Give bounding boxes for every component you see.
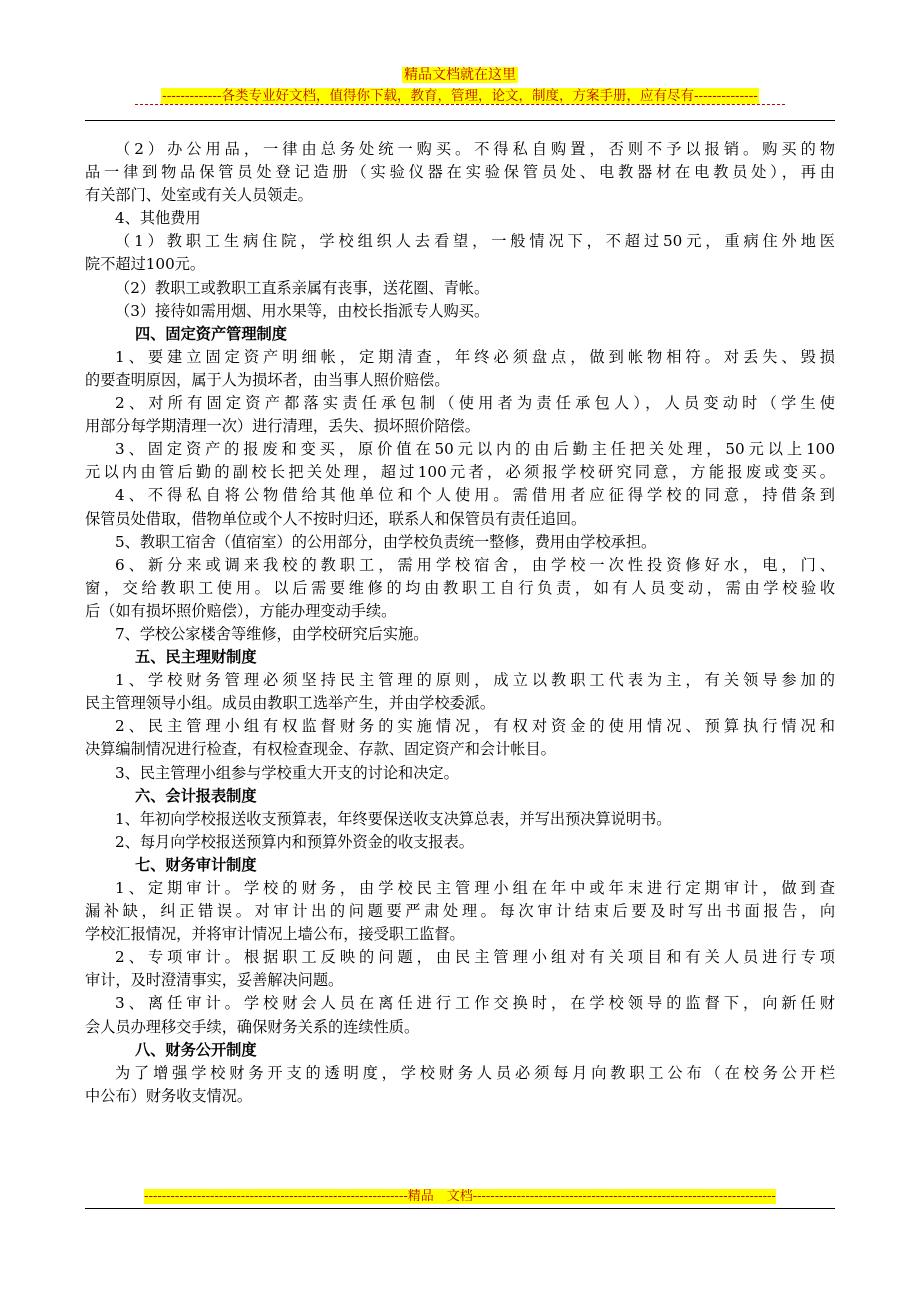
text-line: 院不超过100元。 [85,255,206,274]
text-line: 5、教职工宿舍（值宿室）的公用部分，由学校负责统一整修，费用由学校承担。 [115,532,657,551]
text-line: 2、对所有固定资产都落实责任承包制（使用者为责任承包人），人员变动时（学生使 [115,394,835,413]
text-line: 后（如有损坏照价赔偿），方能办理变动手续。 [85,601,397,620]
text-line: （1）教职工生病住院，学校组织人去看望，一般情况下，不超过50元，重病住外地医 [115,232,835,251]
text-line: 会人员办理移交手续，确保财务关系的连续性质。 [85,1017,420,1036]
text-line: 4、其他费用 [115,209,201,228]
header-title [0,64,920,84]
text-line: 有关部门、处室或有关人员领走。 [85,186,313,205]
section-heading: 八、财务公开制度 [135,1040,257,1059]
text-line: 1、年初向学校报送收支预算表，年终要保送收支决算总表，并写出预决算说明书。 [115,809,672,828]
text-line: 元以内由管后勤的副校长把关处理，超过100元者，必须报学校研究同意，方能报废或变买。 [85,463,835,482]
text-line: 1、定期审计。学校的财务，由学校民主管理小组在年中或年末进行定期审计，做到查 [115,879,835,897]
header-tagline-text: -------------各类专业好文档，值得你下载，教育，管理，论文，制度，方案手册，应有尽有-------------- [162,88,758,104]
document-body [85,138,835,1108]
text-line: （2）办公用品，一律由总务处统一购买。不得私自购置，否则不予以报销。购买的物 [115,140,835,158]
header-tagline [0,84,920,104]
section-heading: 七、财务审计制度 [135,855,257,874]
text-line: 2、每月向学校报送预算内和预算外资金的收支报表。 [115,832,474,851]
text-line: 审计，及时澄清事实，妥善解决问题。 [85,971,344,990]
text-line: 民主管理领导小组。成员由教职工选举产生，并由学校委派。 [85,694,496,713]
text-line: 的要查明原因，属于人为损坏者，由当事人照价赔偿。 [85,370,450,389]
text-line: 为了增强学校财务开支的透明度，学校财务人员必须每月向教职工公布（在校务公开栏 [115,1063,835,1082]
text-line: （2）教职工或教职工直系亲属有丧事，送花圈、青帐。 [115,278,490,297]
text-line: 3、民主管理小组参与学校重大开支的讨论和决定。 [115,763,459,782]
text-line: 用部分每学期清理一次）进行清理，丢失、损坏照价陪偿。 [85,417,480,436]
text-line: 6、新分来或调来我校的教职工，需用学校宿舍，由学校一次性投资修好水，电，门、 [115,555,835,574]
section-heading: 六、会计报表制度 [135,786,257,805]
text-line: 保管员处借取，借物单位或个人不按时归还，联系人和保管员有责任追回。 [85,509,587,528]
header-title-text: 精品文档就在这里 [404,67,516,83]
text-line: 3、固定资产的报废和变买，原价值在50元以内的由后勤主任把关处理，50元以上100 [115,440,835,459]
text-line: 学校汇报情况，并将审计情况上墙公布，接受职工监督。 [85,925,465,944]
text-line: （3）接待如需用烟、用水果等，由校长指派专人购买。 [115,301,490,320]
text-line: 1、要建立固定资产明细帐，定期清查，年终必须盘点，做到帐物相符。对丢失、毁损 [115,347,835,366]
section-heading: 五、民主理财制度 [135,648,257,667]
text-line: 1、学校财务管理必须坚持民主管理的原则，成立以教职工代表为主，有关领导参加的 [115,671,835,690]
text-line: 中公布）财务收支情况。 [85,1086,253,1105]
bottom-rule [85,1208,835,1209]
text-line: 漏补缺，纠正错误。对审计出的问题要严肃处理。每次审计结束后要及时写出书面报告，向 [85,902,835,921]
header-dashed-divider [135,104,785,105]
text-line: 窗，交给教职工使用。以后需要维修的均由教职工自行负责，如有人员变动，需由学校验收 [85,578,835,597]
text-line: 2、专项审计。根据职工反映的问题，由民主管理小组对有关项目和有关人员进行专项 [115,948,835,967]
footer-banner [0,1185,920,1204]
text-line: 决算编制情况进行检查，有权检查现金、存款、固定资产和会计帐目。 [85,740,556,759]
text-line: 2、民主管理小组有权监督财务的实施情况，有权对资金的使用情况、预算执行情况和 [115,717,835,736]
footer-text: ------------------------------------------------------------精品 文档--------------------------------------------------------------------- [144,1189,776,1204]
text-line: 品一律到物品保管员处登记造册（实验仪器在实验保管员处、电教器材在电教员处），再由 [85,163,835,182]
text-line: 3、离任审计。学校财会人员在离任进行工作交换时，在学校领导的监督下，向新任财 [115,994,835,1013]
section-heading: 四、固定资产管理制度 [135,324,287,343]
text-line: 4、不得私自将公物借给其他单位和个人使用。需借用者应征得学校的同意，持借条到 [115,486,835,505]
top-rule [85,120,835,121]
text-line: 7、学校公家楼舍等维修，由学校研究后实施。 [115,624,429,643]
